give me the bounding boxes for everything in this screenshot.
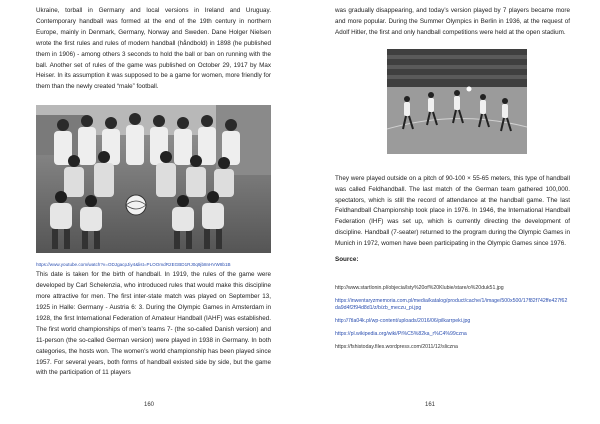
photo-caption-link[interactable]: https://www.youtube.com/watch?v=ODJgacpJiy4&list=PLOOmdR2EGBD1RJ0q9jb8nHVW8b1B — [36, 262, 231, 268]
match-photo — [387, 49, 527, 154]
source-ref-3[interactable]: http://7tla04k.pl/wp-content/uploads/2016/06/pilkarrpeki.jpg — [335, 318, 471, 325]
left-paragraph-2: This date is taken for the birth of handball. In 1919, the rules of the game were developed by Carl Schelenzia, who introduced rules that would make this discipline more attractive for men. The first inter-state match was played on September 13, 1925 in Halle: Germany - Austria 6: 3. During the Olympic Games in Amsterdam in 1928, the first International Federation of Amateur Handball (IAHF) was established. The first world championships of men’s teams 7- (the so-called Danish version) and 11-person (the so-called German version) were played in 1938 in Germany. In both categories, the hosts won. The women’s world championship has been played since 1957. For several years, both forms of handball existed side by side, but the game with the participation of 11 players — [36, 271, 271, 377]
left-paragraph-1: Ukraine, torball in Germany and local versions in Ireland and Uruguay. Contemporary handball was formed at the end of the 19th century in northern Europe, mainly in Denmark, Germany, Norway and Sweden. Dane Holger Nielsen wrote the first rules and rules of modern handball (håndbold) in 1898 (he published them in 1906) - among others 3 seconds to hold the ball or ban on running with the ball. Another set of rules of the game was published on October 29, 1917 by Max Heiser. In its assumption it was supposed to be a game for women, more friendly for them than the newly created “male” football. — [36, 7, 271, 91]
source-ref-1[interactable]: http://www.startlonin.pl/objecia/lsty%20of%20Klubie/stare/o%20duk51.jpg — [335, 285, 504, 292]
source-ref-5[interactable]: https://fshistoday.files.wordpress.com/2011/12/sliczna — [335, 344, 458, 351]
team-photo-image — [36, 105, 271, 253]
photo-spacer — [335, 154, 570, 174]
right-paragraph-2: They were played outside on a pitch of 90-100 × 55-65 meters, this type of handball was called Feldhandball. The last match of the German team gathered 100,000. spectators, which is still the record of attendance at the handball game. The last Feldhandball Championship took place in 1976. In 1946, the International Handball Federation (IHF) was set up, which is currently directing the development of discipline. Handball (7-seater) returned to the program during the Olympic Games in Munich in 1972, women have been participating in the Olympic Games since 1976. — [335, 174, 570, 248]
team-photo — [36, 105, 271, 253]
source-label: Source: — [335, 256, 359, 264]
source-ref-4[interactable]: https://pl.wikipedia.org/wiki/Pi%C5%82ka_r%C4%99czna — [335, 331, 467, 338]
source-ref-2[interactable]: https://inwentaryzmemoria.com.pl/media/katalog/product/cache/1/image/500x500/17f82f742ffe427f62da9d4f2f94d8d1/z/b/zb_meczu_pi.jpg — [335, 298, 568, 312]
page-number-right: 161 — [425, 402, 436, 408]
page-number-left: 160 — [144, 402, 155, 408]
right-paragraph-1: was gradually disappearing, and today’s version played by 7 players became more and more popular. During the Summer Olympics in Berlin in 1936, at the request of Adolf Hitler, the first and only handball competitions were held at the open stadium. — [335, 7, 570, 36]
right-page — [300, 0, 600, 424]
match-photo-image — [387, 49, 527, 154]
